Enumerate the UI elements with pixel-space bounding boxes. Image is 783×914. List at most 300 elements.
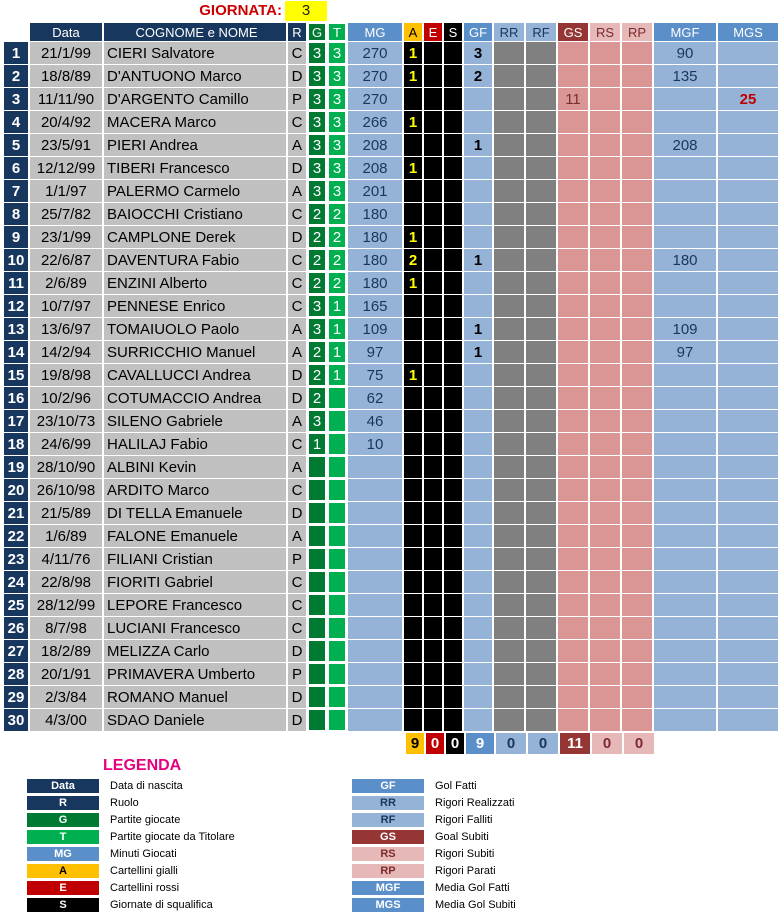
birth-date: 20/1/91 [30, 663, 102, 685]
minutes-played: 208 [348, 134, 402, 156]
penalties-saved [622, 203, 652, 225]
starter-games [328, 594, 346, 616]
table-row[interactable] [4, 617, 778, 639]
role: D [288, 709, 306, 731]
table-row[interactable] [4, 180, 778, 202]
header-penalties-conceded: RS [590, 23, 620, 41]
birth-date: 18/2/89 [30, 640, 102, 662]
table-row[interactable] [4, 709, 778, 731]
player-name: PIERI Andrea [104, 134, 286, 156]
penalties-missed [526, 226, 556, 248]
player-number: 22 [4, 525, 28, 547]
birth-date: 1/1/97 [30, 180, 102, 202]
goals-scored [464, 663, 492, 685]
goals-conceded [558, 686, 588, 708]
birth-date: 21/1/99 [30, 42, 102, 64]
starter-games: 2 [328, 203, 346, 225]
penalties-conceded [590, 640, 620, 662]
table-row[interactable] [4, 318, 778, 340]
table-row[interactable] [4, 433, 778, 455]
red-cards [424, 571, 442, 593]
suspensions [444, 249, 462, 271]
total-suspension: 0 [446, 733, 464, 754]
birth-date: 12/12/99 [30, 157, 102, 179]
penalties-conceded [590, 502, 620, 524]
red-cards [424, 42, 442, 64]
starter-games [328, 709, 346, 731]
birth-date: 23/1/99 [30, 226, 102, 248]
total-penalties-saved: 0 [624, 733, 654, 754]
role: C [288, 42, 306, 64]
games-played [308, 594, 326, 616]
games-played: 3 [308, 134, 326, 156]
penalties-missed [526, 157, 556, 179]
goals-conceded [558, 226, 588, 248]
penalties-missed [526, 295, 556, 317]
penalties-missed [526, 203, 556, 225]
avg-goals-scored [654, 433, 716, 455]
suspensions [444, 318, 462, 340]
penalties-scored [494, 571, 524, 593]
penalties-conceded [590, 686, 620, 708]
yellow-cards [404, 594, 422, 616]
penalties-conceded [590, 433, 620, 455]
red-cards [424, 203, 442, 225]
table-row[interactable] [4, 686, 778, 708]
legend-key: E [27, 881, 99, 895]
player-number: 7 [4, 180, 28, 202]
table-row[interactable] [4, 157, 778, 179]
header-penalties-missed: RF [526, 23, 556, 41]
penalties-conceded [590, 341, 620, 363]
header-num [4, 23, 28, 41]
minutes-played: 10 [348, 433, 402, 455]
penalties-missed [526, 525, 556, 547]
penalties-missed [526, 364, 556, 386]
avg-goals-conceded [718, 709, 778, 731]
total-penalties-conceded: 0 [592, 733, 622, 754]
goals-scored: 1 [464, 341, 492, 363]
goals-scored [464, 617, 492, 639]
player-number: 1 [4, 42, 28, 64]
penalties-scored [494, 594, 524, 616]
avg-goals-conceded [718, 410, 778, 432]
penalties-saved [622, 525, 652, 547]
birth-date: 25/7/82 [30, 203, 102, 225]
suspensions [444, 571, 462, 593]
player-name: TOMAIUOLO Paolo [104, 318, 286, 340]
yellow-cards [404, 479, 422, 501]
goals-scored [464, 272, 492, 294]
starter-games [328, 548, 346, 570]
red-cards [424, 479, 442, 501]
suspensions [444, 640, 462, 662]
table-row[interactable] [4, 594, 778, 616]
suspensions [444, 433, 462, 455]
legend-key: R [27, 796, 99, 810]
starter-games: 3 [328, 42, 346, 64]
penalties-scored [494, 65, 524, 87]
player-name: SDAO Daniele [104, 709, 286, 731]
red-cards [424, 318, 442, 340]
table-row[interactable] [4, 203, 778, 225]
table-row[interactable] [4, 341, 778, 363]
table-row[interactable] [4, 65, 778, 87]
legend-text: Cartellini rossi [110, 882, 180, 894]
player-number: 17 [4, 410, 28, 432]
games-played: 3 [308, 295, 326, 317]
players-table [2, 22, 780, 732]
legend-key: MG [27, 847, 99, 861]
suspensions [444, 226, 462, 248]
table-row[interactable] [4, 249, 778, 271]
birth-date: 1/6/89 [30, 525, 102, 547]
penalties-conceded [590, 594, 620, 616]
yellow-cards: 1 [404, 65, 422, 87]
suspensions [444, 134, 462, 156]
suspensions [444, 157, 462, 179]
goals-scored [464, 226, 492, 248]
player-name: FALONE Emanuele [104, 525, 286, 547]
avg-goals-scored [654, 525, 716, 547]
red-cards [424, 226, 442, 248]
table-row[interactable] [4, 548, 778, 570]
penalties-saved [622, 42, 652, 64]
avg-goals-conceded [718, 387, 778, 409]
penalties-saved [622, 456, 652, 478]
table-row[interactable] [4, 663, 778, 685]
legend-title: LEGENDA [103, 757, 182, 774]
legend-text: Partite giocate da Titolare [110, 831, 235, 843]
goals-scored: 1 [464, 249, 492, 271]
avg-goals-conceded [718, 111, 778, 133]
player-name: HALILAJ Fabio [104, 433, 286, 455]
starter-games: 2 [328, 249, 346, 271]
starter-games: 1 [328, 318, 346, 340]
suspensions [444, 272, 462, 294]
legend-text: Giornate di squalifica [110, 899, 213, 911]
header-starter: T [328, 23, 346, 41]
red-cards [424, 594, 442, 616]
role: A [288, 456, 306, 478]
role: C [288, 594, 306, 616]
table-row[interactable] [4, 134, 778, 156]
penalties-saved [622, 364, 652, 386]
birth-date: 2/3/84 [30, 686, 102, 708]
player-number: 26 [4, 617, 28, 639]
starter-games: 3 [328, 65, 346, 87]
red-cards [424, 157, 442, 179]
minutes-played [348, 594, 402, 616]
birth-date: 24/6/99 [30, 433, 102, 455]
legend-key: S [27, 898, 99, 912]
yellow-cards: 1 [404, 157, 422, 179]
role: P [288, 548, 306, 570]
yellow-cards: 1 [404, 364, 422, 386]
table-row[interactable] [4, 571, 778, 593]
penalties-missed [526, 640, 556, 662]
penalties-scored [494, 617, 524, 639]
table-row[interactable] [4, 456, 778, 478]
avg-goals-conceded [718, 272, 778, 294]
penalties-missed [526, 249, 556, 271]
penalties-missed [526, 617, 556, 639]
red-cards [424, 617, 442, 639]
games-played [308, 479, 326, 501]
table-row[interactable] [4, 479, 778, 501]
starter-games [328, 617, 346, 639]
legend-key: GS [352, 830, 424, 844]
goals-scored [464, 548, 492, 570]
avg-goals-conceded [718, 617, 778, 639]
starter-games: 2 [328, 226, 346, 248]
legend-text: Data di nascita [110, 780, 183, 792]
goals-conceded [558, 203, 588, 225]
minutes-played [348, 456, 402, 478]
games-played: 3 [308, 318, 326, 340]
minutes-played [348, 617, 402, 639]
table-row[interactable] [4, 42, 778, 64]
goals-conceded [558, 640, 588, 662]
minutes-played: 270 [348, 42, 402, 64]
suspensions [444, 594, 462, 616]
penalties-missed [526, 318, 556, 340]
role: A [288, 134, 306, 156]
penalties-scored [494, 387, 524, 409]
goals-scored [464, 88, 492, 110]
table-row[interactable] [4, 226, 778, 248]
penalties-scored [494, 410, 524, 432]
table-row[interactable] [4, 364, 778, 386]
penalties-saved [622, 479, 652, 501]
penalties-saved [622, 111, 652, 133]
table-row[interactable] [4, 295, 778, 317]
goals-conceded [558, 571, 588, 593]
header-suspension: S [444, 23, 462, 41]
table-row[interactable] [4, 387, 778, 409]
avg-goals-conceded [718, 65, 778, 87]
goals-scored [464, 594, 492, 616]
goals-conceded [558, 341, 588, 363]
goals-scored [464, 410, 492, 432]
games-played: 2 [308, 272, 326, 294]
minutes-played [348, 686, 402, 708]
penalties-conceded [590, 525, 620, 547]
totals-row [406, 733, 654, 754]
red-cards [424, 640, 442, 662]
penalties-saved [622, 272, 652, 294]
role: C [288, 111, 306, 133]
goals-conceded [558, 249, 588, 271]
avg-goals-scored: 135 [654, 65, 716, 87]
avg-goals-scored [654, 88, 716, 110]
header-red: E [424, 23, 442, 41]
suspensions [444, 295, 462, 317]
penalties-saved [622, 341, 652, 363]
table-row[interactable] [4, 502, 778, 524]
penalties-conceded [590, 65, 620, 87]
starter-games: 3 [328, 157, 346, 179]
red-cards [424, 686, 442, 708]
legend-text: Rigori Parati [435, 865, 496, 877]
penalties-missed [526, 65, 556, 87]
penalties-missed [526, 341, 556, 363]
games-played [308, 617, 326, 639]
avg-goals-scored: 90 [654, 42, 716, 64]
player-name: FILIANI Cristian [104, 548, 286, 570]
penalties-conceded [590, 410, 620, 432]
header-games: G [308, 23, 326, 41]
goals-conceded [558, 479, 588, 501]
legend-text: Cartellini gialli [110, 865, 178, 877]
yellow-cards [404, 571, 422, 593]
penalties-saved [622, 410, 652, 432]
goals-conceded [558, 364, 588, 386]
avg-goals-scored [654, 456, 716, 478]
penalties-scored [494, 157, 524, 179]
avg-goals-conceded [718, 226, 778, 248]
birth-date: 23/10/73 [30, 410, 102, 432]
legend-key: A [27, 864, 99, 878]
penalties-missed [526, 594, 556, 616]
penalties-saved [622, 65, 652, 87]
goals-scored [464, 571, 492, 593]
suspensions [444, 364, 462, 386]
table-row[interactable] [4, 525, 778, 547]
games-played: 3 [308, 65, 326, 87]
table-row[interactable] [4, 111, 778, 133]
yellow-cards [404, 180, 422, 202]
legend-key: GF [352, 779, 424, 793]
avg-goals-conceded [718, 134, 778, 156]
penalties-missed [526, 272, 556, 294]
starter-games: 1 [328, 364, 346, 386]
penalties-conceded [590, 548, 620, 570]
player-number: 13 [4, 318, 28, 340]
table-row[interactable] [4, 272, 778, 294]
table-row[interactable] [4, 88, 778, 110]
yellow-cards [404, 663, 422, 685]
yellow-cards [404, 387, 422, 409]
goals-conceded [558, 180, 588, 202]
suspensions [444, 502, 462, 524]
suspensions [444, 111, 462, 133]
penalties-conceded [590, 663, 620, 685]
avg-goals-conceded [718, 479, 778, 501]
avg-goals-scored [654, 272, 716, 294]
avg-goals-scored [654, 387, 716, 409]
player-name: MELIZZA Carlo [104, 640, 286, 662]
starter-games: 1 [328, 341, 346, 363]
avg-goals-scored [654, 111, 716, 133]
goals-conceded [558, 410, 588, 432]
red-cards [424, 502, 442, 524]
avg-goals-scored: 180 [654, 249, 716, 271]
minutes-played [348, 479, 402, 501]
starter-games [328, 410, 346, 432]
games-played: 3 [308, 42, 326, 64]
minutes-played: 270 [348, 88, 402, 110]
legend-key: RS [352, 847, 424, 861]
avg-goals-conceded [718, 203, 778, 225]
giornata-label: GIORNATA: [199, 2, 282, 19]
red-cards [424, 249, 442, 271]
avg-goals-conceded [718, 157, 778, 179]
minutes-played: 46 [348, 410, 402, 432]
goals-scored [464, 433, 492, 455]
legend-text: Goal Subiti [435, 831, 489, 843]
starter-games [328, 686, 346, 708]
table-row[interactable] [4, 640, 778, 662]
player-name: LEPORE Francesco [104, 594, 286, 616]
birth-date: 21/5/89 [30, 502, 102, 524]
avg-goals-scored: 109 [654, 318, 716, 340]
yellow-cards [404, 709, 422, 731]
total-goals-scored: 9 [466, 733, 494, 754]
penalties-scored [494, 180, 524, 202]
red-cards [424, 456, 442, 478]
legend-text: Media Gol Fatti [435, 882, 510, 894]
suspensions [444, 686, 462, 708]
player-name: SURRICCHIO Manuel [104, 341, 286, 363]
goals-scored [464, 180, 492, 202]
goals-scored: 1 [464, 318, 492, 340]
suspensions [444, 663, 462, 685]
games-played: 2 [308, 226, 326, 248]
legend-key: Data [27, 779, 99, 793]
games-played [308, 709, 326, 731]
birth-date: 22/8/98 [30, 571, 102, 593]
penalties-scored [494, 318, 524, 340]
suspensions [444, 341, 462, 363]
avg-goals-conceded [718, 364, 778, 386]
legend-text: Partite giocate [110, 814, 181, 826]
minutes-played [348, 571, 402, 593]
birth-date: 2/6/89 [30, 272, 102, 294]
goals-scored [464, 364, 492, 386]
player-number: 10 [4, 249, 28, 271]
giornata-value[interactable]: 3 [285, 1, 327, 21]
penalties-scored [494, 709, 524, 731]
player-number: 15 [4, 364, 28, 386]
legend-key: MGS [352, 898, 424, 912]
goals-conceded [558, 617, 588, 639]
starter-games [328, 433, 346, 455]
starter-games: 3 [328, 134, 346, 156]
penalties-missed [526, 410, 556, 432]
role: C [288, 203, 306, 225]
penalties-scored [494, 226, 524, 248]
birth-date: 18/8/89 [30, 65, 102, 87]
legend-key: T [27, 830, 99, 844]
games-played [308, 663, 326, 685]
games-played: 3 [308, 180, 326, 202]
red-cards [424, 134, 442, 156]
player-name: CIERI Salvatore [104, 42, 286, 64]
penalties-conceded [590, 318, 620, 340]
red-cards [424, 433, 442, 455]
player-name: FIORITI Gabriel [104, 571, 286, 593]
penalties-missed [526, 479, 556, 501]
minutes-played: 62 [348, 387, 402, 409]
table-row[interactable] [4, 410, 778, 432]
avg-goals-scored [654, 571, 716, 593]
suspensions [444, 617, 462, 639]
goals-conceded [558, 111, 588, 133]
goals-conceded [558, 295, 588, 317]
birth-date: 28/10/90 [30, 456, 102, 478]
player-name: PRIMAVERA Umberto [104, 663, 286, 685]
